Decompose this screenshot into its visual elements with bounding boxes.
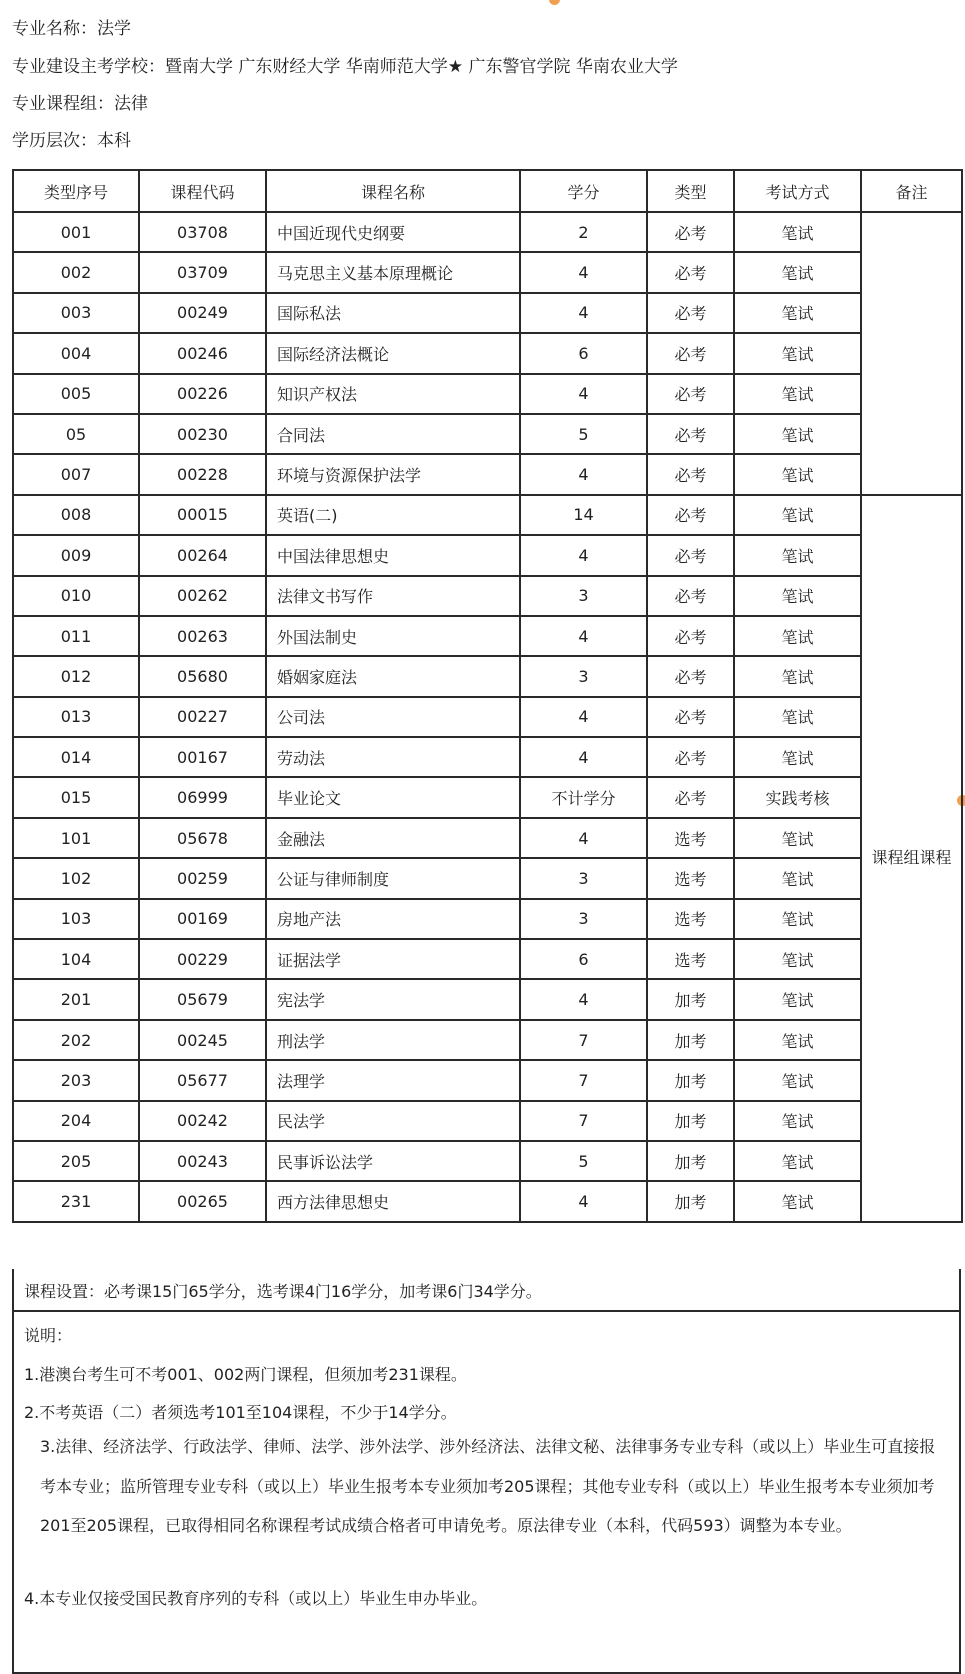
cell-credits: 4 (520, 374, 647, 414)
cell-credits: 3 (520, 858, 647, 898)
cell-exam-method: 笔试 (734, 535, 861, 575)
table-row (13, 576, 962, 616)
cell-course-name: 马克思主义基本原理概论 (266, 252, 520, 292)
cell-course-code: 06999 (139, 777, 266, 817)
note-1: 1.港澳台考生可不考001、002两门课程，但须加考231课程。 (24, 1365, 467, 1384)
cell-exam-method: 笔试 (734, 576, 861, 616)
course-setting-text: 课程设置：必考课15门65学分，选考课4门16学分，加考课6门34学分。 (24, 1282, 542, 1301)
cell-type-no: 007 (13, 454, 139, 494)
course-group: 专业课程组：法律 (12, 94, 148, 114)
cell-course-name: 国际经济法概论 (266, 333, 520, 373)
cell-type-no: 104 (13, 939, 139, 979)
cell-credits: 4 (520, 737, 647, 777)
note-3: 3.法律、经济法学、行政法学、律师、法学、涉外法学、涉外经济法、法律文秘、法律事务专业专科（或以上）毕业生可直接报考本专业；监所管理专业专科（或以上）毕业生报考本专业须加考205课程；其他专业专科（或以上）毕业生报考本专业须加考201至205课程，已取得相同名称课程考试成绩合格者可申请免考。原法律专业（本科，代码593）调整为本专业。 (40, 1437, 936, 1535)
cell-exam-method: 笔试 (734, 252, 861, 292)
cell-course-name: 民事诉讼法学 (266, 1141, 520, 1181)
cell-credits: 14 (520, 495, 647, 535)
cell-course-name: 中国近现代史纲要 (266, 212, 520, 252)
cell-exam-method: 笔试 (734, 656, 861, 696)
table-row (13, 535, 962, 575)
cell-credits: 4 (520, 979, 647, 1019)
cell-type: 必考 (647, 293, 734, 333)
table-row (13, 979, 962, 1019)
cell-type-no: 202 (13, 1020, 139, 1060)
cell-credits: 4 (520, 818, 647, 858)
cell-course-name: 法理学 (266, 1060, 520, 1100)
cell-course-name: 房地产法 (266, 899, 520, 939)
cell-type-no: 011 (13, 616, 139, 656)
cell-exam-method: 笔试 (734, 697, 861, 737)
cell-exam-method: 笔试 (734, 818, 861, 858)
cell-credits: 4 (520, 454, 647, 494)
table-row (13, 293, 962, 333)
cell-course-code: 00242 (139, 1101, 266, 1141)
cell-credits: 2 (520, 212, 647, 252)
cell-type: 选考 (647, 818, 734, 858)
cell-type-no: 201 (13, 979, 139, 1019)
cell-course-code: 00169 (139, 899, 266, 939)
cell-type-no: 008 (13, 495, 139, 535)
cell-course-name: 环境与资源保护法学 (266, 454, 520, 494)
course-table (12, 169, 963, 1223)
cell-type: 必考 (647, 495, 734, 535)
cell-credits: 3 (520, 576, 647, 616)
cell-credits: 7 (520, 1101, 647, 1141)
table-row (13, 212, 962, 252)
table-row (13, 858, 962, 898)
host-schools: 专业建设主考学校：暨南大学 广东财经大学 华南师范大学★ 广东警官学院 华南农业大学 (12, 57, 678, 77)
table-header-row (13, 170, 962, 212)
cell-course-code: 00259 (139, 858, 266, 898)
cell-exam-method: 笔试 (734, 1141, 861, 1181)
cell-credits: 7 (520, 1020, 647, 1060)
cell-course-code: 00249 (139, 293, 266, 333)
cell-type: 必考 (647, 252, 734, 292)
cell-credits: 4 (520, 293, 647, 333)
course-table-body (13, 212, 962, 1222)
decorative-dot-top (549, 0, 560, 5)
cell-type-no: 004 (13, 333, 139, 373)
table-row (13, 374, 962, 414)
cell-type: 必考 (647, 697, 734, 737)
cell-course-code: 05680 (139, 656, 266, 696)
cell-credits: 6 (520, 333, 647, 373)
table-row (13, 1181, 962, 1221)
cell-exam-method: 笔试 (734, 939, 861, 979)
cell-exam-method: 笔试 (734, 374, 861, 414)
cell-type: 必考 (647, 535, 734, 575)
cell-credits: 6 (520, 939, 647, 979)
table-row (13, 1020, 962, 1060)
cell-course-name: 中国法律思想史 (266, 535, 520, 575)
cell-type-no: 102 (13, 858, 139, 898)
cell-exam-method: 笔试 (734, 616, 861, 656)
cell-course-name: 毕业论文 (266, 777, 520, 817)
cell-course-name: 英语(二) (266, 495, 520, 535)
table-row (13, 495, 962, 535)
cell-course-name: 金融法 (266, 818, 520, 858)
cell-type: 必考 (647, 656, 734, 696)
cell-type: 加考 (647, 1101, 734, 1141)
cell-course-code: 03709 (139, 252, 266, 292)
cell-type: 选考 (647, 939, 734, 979)
cell-credits: 4 (520, 252, 647, 292)
cell-exam-method: 笔试 (734, 293, 861, 333)
cell-exam-method: 笔试 (734, 454, 861, 494)
notes-box (12, 1311, 961, 1674)
cell-exam-method: 笔试 (734, 333, 861, 373)
table-row (13, 939, 962, 979)
table-row (13, 777, 962, 817)
cell-type: 必考 (647, 374, 734, 414)
cell-type-no: 101 (13, 818, 139, 858)
cell-exam-method: 笔试 (734, 1181, 861, 1221)
cell-type-no: 203 (13, 1060, 139, 1100)
cell-exam-method: 笔试 (734, 212, 861, 252)
table-row (13, 616, 962, 656)
cell-credits: 3 (520, 899, 647, 939)
cell-course-code: 05679 (139, 979, 266, 1019)
cell-type-no: 009 (13, 535, 139, 575)
table-row (13, 656, 962, 696)
cell-credits: 5 (520, 1141, 647, 1181)
cell-exam-method: 实践考核 (734, 777, 861, 817)
cell-course-name: 法律文书写作 (266, 576, 520, 616)
cell-type-no: 205 (13, 1141, 139, 1181)
cell-course-code: 00229 (139, 939, 266, 979)
cell-course-code: 03708 (139, 212, 266, 252)
cell-course-name: 公证与律师制度 (266, 858, 520, 898)
cell-course-code: 00265 (139, 1181, 266, 1221)
cell-exam-method: 笔试 (734, 737, 861, 777)
cell-course-code: 00262 (139, 576, 266, 616)
cell-type-no: 015 (13, 777, 139, 817)
cell-course-name: 劳动法 (266, 737, 520, 777)
cell-type: 加考 (647, 979, 734, 1019)
cell-course-code: 00264 (139, 535, 266, 575)
cell-type-no: 103 (13, 899, 139, 939)
cell-type: 加考 (647, 1060, 734, 1100)
cell-course-name: 公司法 (266, 697, 520, 737)
cell-type: 必考 (647, 576, 734, 616)
cell-credits: 不计学分 (520, 777, 647, 817)
cell-course-code: 00226 (139, 374, 266, 414)
major-name: 专业名称：法学 (12, 19, 131, 39)
table-row (13, 1060, 962, 1100)
cell-type: 加考 (647, 1020, 734, 1060)
cell-course-name: 宪法学 (266, 979, 520, 1019)
header-type: 类型 (647, 170, 734, 212)
cell-credits: 5 (520, 414, 647, 454)
cell-type: 必考 (647, 777, 734, 817)
course-setting-box (12, 1269, 961, 1312)
cell-type-no: 012 (13, 656, 139, 696)
cell-course-name: 合同法 (266, 414, 520, 454)
cell-course-name: 民法学 (266, 1101, 520, 1141)
cell-exam-method: 笔试 (734, 1101, 861, 1141)
cell-exam-method: 笔试 (734, 979, 861, 1019)
cell-course-code: 05677 (139, 1060, 266, 1100)
remark-cell-course-group (861, 495, 962, 1222)
header-credits: 学分 (520, 170, 647, 212)
table-row (13, 737, 962, 777)
cell-credits: 4 (520, 616, 647, 656)
cell-course-code: 00167 (139, 737, 266, 777)
table-row (13, 1101, 962, 1141)
table-row (13, 1141, 962, 1181)
remark-text: 课程组课程 (871, 848, 952, 868)
cell-credits: 7 (520, 1060, 647, 1100)
note-2: 2.不考英语（二）者须选考101至104课程，不少于14学分。 (24, 1403, 457, 1422)
header-type-no: 类型序号 (13, 170, 139, 212)
table-row (13, 697, 962, 737)
cell-credits: 4 (520, 535, 647, 575)
cell-course-name: 知识产权法 (266, 374, 520, 414)
education-level: 学历层次：本科 (12, 131, 131, 151)
header-exam-method: 考试方式 (734, 170, 861, 212)
cell-course-name: 国际私法 (266, 293, 520, 333)
cell-course-name: 证据法学 (266, 939, 520, 979)
cell-type: 必考 (647, 333, 734, 373)
cell-type-no: 231 (13, 1181, 139, 1221)
cell-exam-method: 笔试 (734, 414, 861, 454)
cell-credits: 4 (520, 697, 647, 737)
cell-type-no: 05 (13, 414, 139, 454)
table-row (13, 252, 962, 292)
cell-type: 选考 (647, 858, 734, 898)
table-row (13, 818, 962, 858)
cell-type-no: 005 (13, 374, 139, 414)
cell-type-no: 003 (13, 293, 139, 333)
table-row (13, 454, 962, 494)
cell-type-no: 014 (13, 737, 139, 777)
cell-type: 必考 (647, 414, 734, 454)
cell-credits: 3 (520, 656, 647, 696)
cell-exam-method: 笔试 (734, 1020, 861, 1060)
cell-type: 必考 (647, 454, 734, 494)
table-row (13, 333, 962, 373)
header-remark: 备注 (861, 170, 962, 212)
cell-course-code: 05678 (139, 818, 266, 858)
table-row (13, 414, 962, 454)
cell-type-no: 002 (13, 252, 139, 292)
cell-type-no: 001 (13, 212, 139, 252)
cell-course-code: 00015 (139, 495, 266, 535)
cell-exam-method: 笔试 (734, 495, 861, 535)
cell-type-no: 204 (13, 1101, 139, 1141)
cell-course-code: 00230 (139, 414, 266, 454)
note-4: 4.本专业仅接受国民教育序列的专科（或以上）毕业生申办毕业。 (24, 1589, 488, 1608)
cell-course-code: 00263 (139, 616, 266, 656)
cell-type: 加考 (647, 1141, 734, 1181)
cell-exam-method: 笔试 (734, 1060, 861, 1100)
cell-course-name: 外国法制史 (266, 616, 520, 656)
remark-cell-empty (861, 212, 962, 495)
cell-credits: 4 (520, 1181, 647, 1221)
notes-title: 说明： (24, 1326, 73, 1345)
cell-exam-method: 笔试 (734, 899, 861, 939)
cell-type: 加考 (647, 1181, 734, 1221)
cell-course-name: 婚姻家庭法 (266, 656, 520, 696)
cell-course-code: 00243 (139, 1141, 266, 1181)
header-course-code: 课程代码 (139, 170, 266, 212)
cell-course-code: 00227 (139, 697, 266, 737)
table-row (13, 899, 962, 939)
cell-type: 选考 (647, 899, 734, 939)
cell-course-name: 西方法律思想史 (266, 1181, 520, 1221)
cell-exam-method: 笔试 (734, 858, 861, 898)
cell-type: 必考 (647, 212, 734, 252)
cell-type: 必考 (647, 616, 734, 656)
cell-type-no: 010 (13, 576, 139, 616)
cell-course-code: 00228 (139, 454, 266, 494)
cell-course-code: 00246 (139, 333, 266, 373)
cell-course-code: 00245 (139, 1020, 266, 1060)
header-course-name: 课程名称 (266, 170, 520, 212)
cell-type: 必考 (647, 737, 734, 777)
cell-type-no: 013 (13, 697, 139, 737)
cell-course-name: 刑法学 (266, 1020, 520, 1060)
